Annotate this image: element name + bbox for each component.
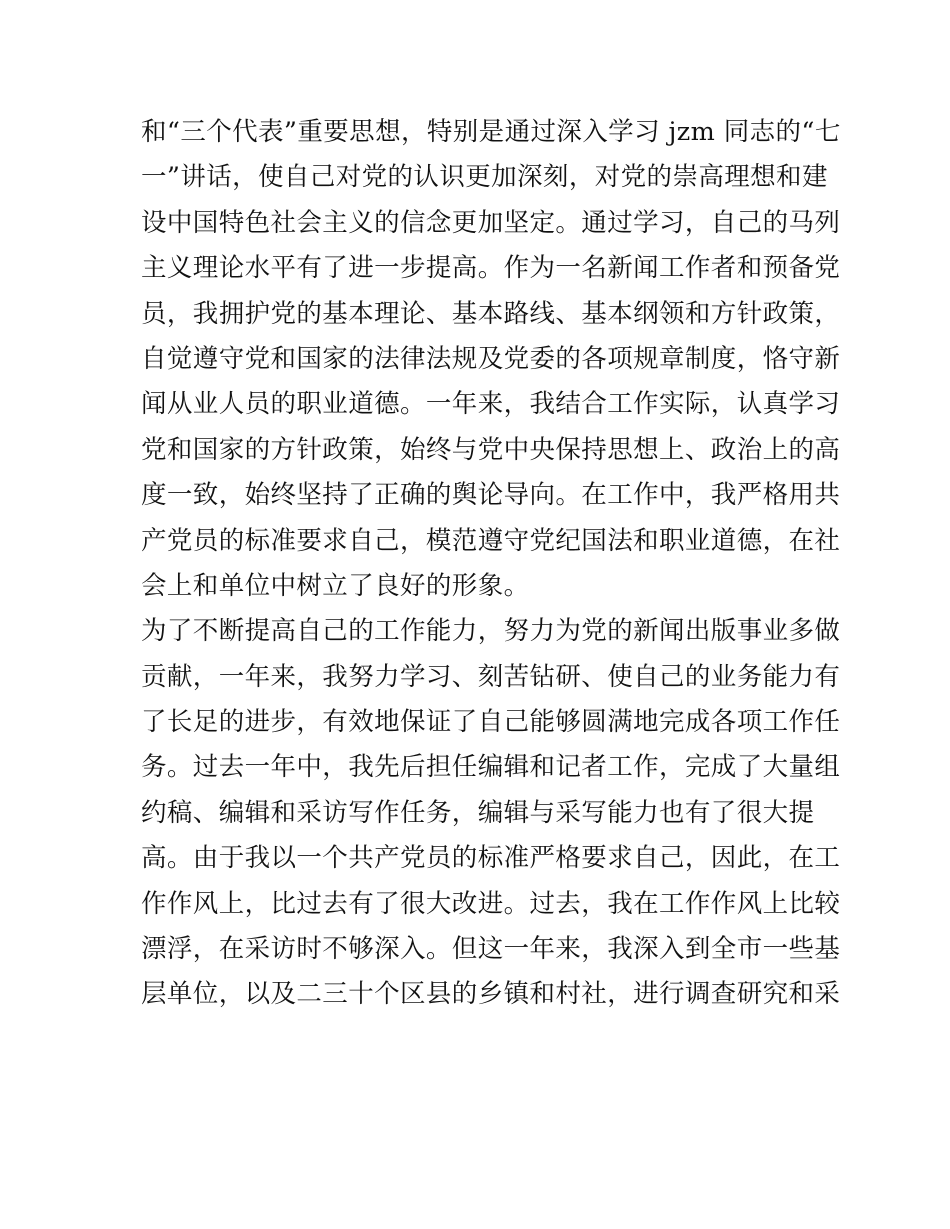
- text-line: 务。过去一年中，我先后担任编辑和记者工作，完成了大量组: [141, 752, 841, 783]
- text-line: 员，我拥护党的基本理论、基本路线、基本纲领和方针政策，: [141, 298, 841, 329]
- text-line: 产党员的标准要求自己，模范遵守党纪国法和职业道德，在社: [141, 525, 841, 556]
- text-line: 贡献，一年来，我努力学习、刻苦钻研、使自己的业务能力有: [141, 661, 841, 692]
- text-line: 党和国家的方针政策，始终与党中央保持思想上、政治上的高: [141, 434, 841, 465]
- text-line: 一”讲话，使自己对党的认识更加深刻，对党的崇高理想和建: [141, 162, 828, 193]
- document-body-text: [141, 110, 841, 1018]
- text-line: 主义理论水平有了进一步提高。作为一名新闻工作者和预备党: [141, 253, 841, 284]
- text-line: 自觉遵守党和国家的法律法规及党委的各项规章制度，恪守新: [141, 343, 841, 374]
- text-line: 漂浮，在采访时不够深入。但这一年来，我深入到全市一些基: [141, 934, 841, 965]
- text-line: 为了不断提高自己的工作能力，努力为党的新闻出版事业多做: [141, 616, 841, 647]
- text-line: 作作风上，比过去有了很大改进。过去，我在工作作风上比较: [141, 888, 841, 919]
- text-line: 设中国特色社会主义的信念更加坚定。通过学习，自己的马列: [141, 207, 841, 238]
- text-line: 了长足的进步，有效地保证了自己能够圆满地完成各项工作任: [141, 707, 841, 738]
- text-line: 高。由于我以一个共产党员的标准严格要求自己，因此，在工: [141, 843, 841, 874]
- text-line: 和“三个代表”重要思想，特别是通过深入学习 jzm 同志的“七: [141, 117, 841, 147]
- text-line: 闻从业人员的职业道德。一年来，我结合工作实际，认真学习: [141, 389, 841, 420]
- text-line: 度一致，始终坚持了正确的舆论导向。在工作中，我严格用共: [141, 480, 841, 511]
- text-line: 约稿、编辑和采访写作任务，编辑与采写能力也有了很大提: [141, 797, 815, 828]
- text-line: 层单位，以及二三十个区县的乡镇和村社，进行调查研究和采: [141, 979, 841, 1010]
- text-line: 会上和单位中树立了良好的形象。: [141, 570, 530, 601]
